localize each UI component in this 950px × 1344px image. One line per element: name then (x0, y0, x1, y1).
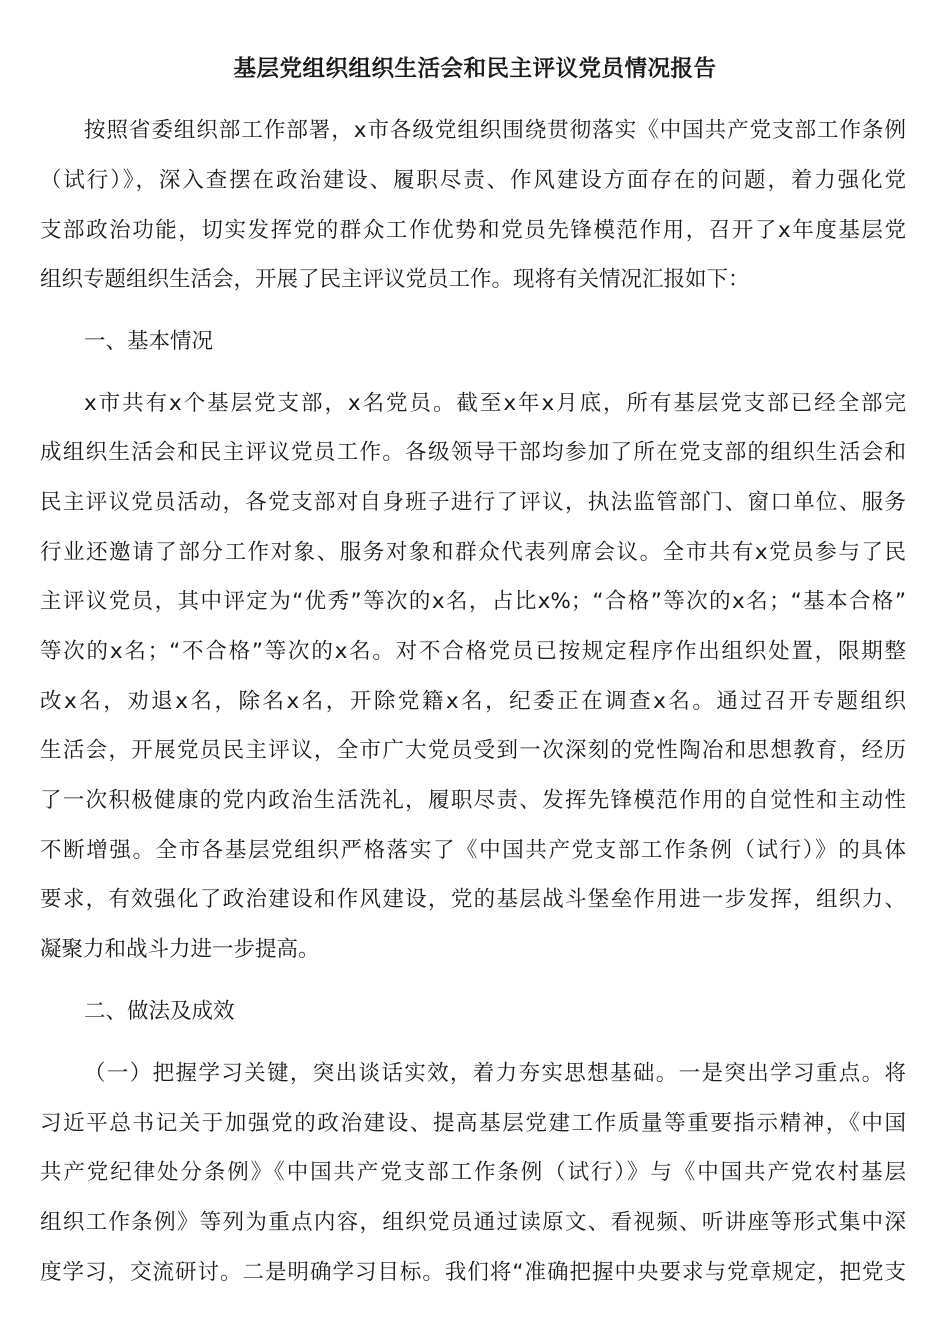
paragraph-line: 组织工作条例》等列为重点内容，组织党员通过读原文、看视频、听讲座等形式集中深 (40, 1210, 906, 1235)
paragraph-line: 主评议党员，其中评定为“优秀”等次的x名，占比x%；“合格”等次的x名；“基本合格” (40, 589, 906, 614)
paragraph-line: 了一次积极健康的党内政治生活洗礼，履职尽责、发挥先锋模范作用的自觉性和主动性 (40, 788, 906, 813)
section-heading: 二、做法及成效 (84, 999, 235, 1024)
paragraph-line: 等次的x名；“不合格”等次的x名。对不合格党员已按规定程序作出组织处置，限期整 (40, 639, 906, 664)
paragraph-line: 共产党纪律处分条例》《中国共产党支部工作条例（试行）》与《中国共产党农村基层 (40, 1160, 906, 1185)
paragraph-line: 按照省委组织部工作部署，x市各级党组织围绕贯彻落实《中国共产党支部工作条例 (84, 118, 906, 143)
paragraph-line: 度学习，交流研讨。二是明确学习目标。我们将“准确把握中央要求与党章规定，把党支 (40, 1260, 906, 1285)
paragraph-line: x市共有x个基层党支部，x名党员。截至x年x月底，所有基层党支部已经全部完 (84, 391, 906, 416)
paragraph-line: 支部政治功能，切实发挥党的群众工作优势和党员先锋模范作用，召开了x年度基层党 (40, 218, 906, 243)
section-heading: 一、基本情况 (84, 329, 214, 354)
paragraph-line: 组织专题组织生活会，开展了民主评议党员工作。现将有关情况汇报如下： (40, 267, 750, 292)
paragraph-line: （试行）》，深入查摆在政治建设、履职尽责、作风建设方面存在的问题，着力强化党 (40, 168, 906, 193)
paragraph-line: 行业还邀请了部分工作对象、服务对象和群众代表列席会议。全市共有x党员参与了民 (40, 540, 906, 565)
document-title: 基层党组织组织生活会和民主评议党员情况报告 (233, 56, 717, 82)
paragraph-line: （一）把握学习关键，突出谈话实效，着力夯实思想基础。一是突出学习重点。将 (84, 1061, 906, 1086)
paragraph-line: 习近平总书记关于加强党的政治建设、提高基层党建工作质量等重要指示精神，《中国 (40, 1111, 906, 1136)
paragraph-line: 凝聚力和战斗力进一步提高。 (40, 937, 320, 962)
paragraph-line: 生活会，开展党员民主评议，全市广大党员受到一次深刻的党性陶冶和思想教育，经历 (40, 738, 906, 763)
paragraph-line: 不断增强。全市各基层党组织严格落实了《中国共产党支部工作条例（试行）》的具体 (40, 838, 906, 863)
paragraph-line: 成组织生活会和民主评议党员工作。各级领导干部均参加了所在党支部的组织生活会和 (40, 440, 906, 465)
paragraph-line: 要求，有效强化了政治建设和作风建设，党的基层战斗堡垒作用进一步发挥，组织力、 (40, 887, 906, 912)
paragraph-line: 改x名，劝退x名，除名x名，开除党籍x名，纪委正在调查x名。通过召开专题组织 (40, 689, 906, 714)
paragraph-line: 民主评议党员活动，各党支部对自身班子进行了评议，执法监管部门、窗口单位、服务 (40, 490, 906, 515)
